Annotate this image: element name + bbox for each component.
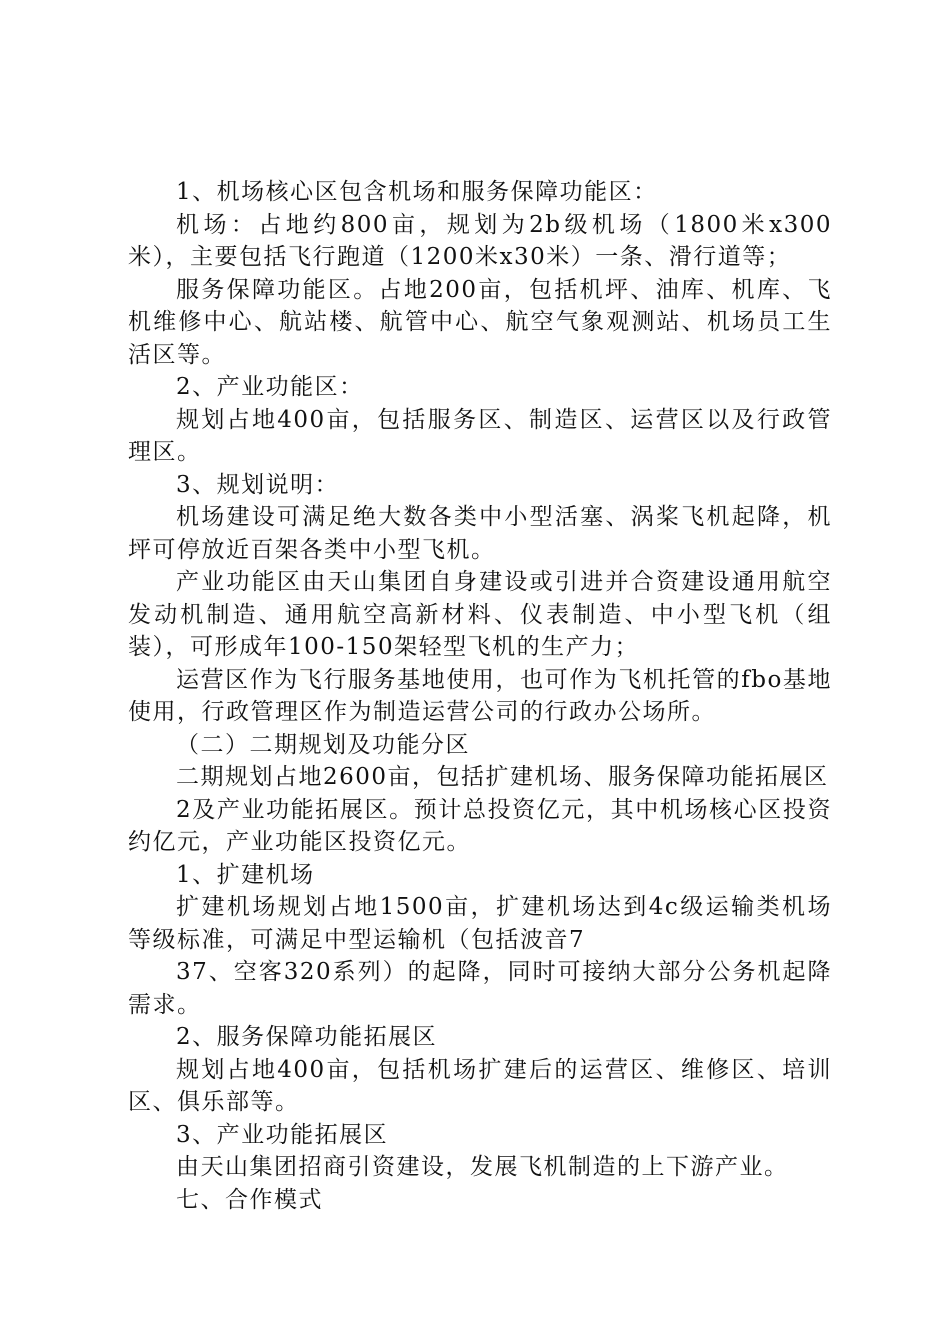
paragraph-industry-area: 规划占地400亩，包括服务区、制造区、运营区以及行政管理区。: [128, 406, 832, 465]
paragraph-service-expand-heading: 2、服务保障功能拓展区: [176, 1024, 438, 1050]
paragraph-expand-airport: 扩建机场规划占地1500亩，扩建机场达到4c级运输类机场等级标准，可满足中型运输机（包括波音7: [128, 894, 832, 953]
paragraph-industry-production: 产业功能区由天山集团自身建设或引进并合资建设通用航空发动机制造、通用航空高新材料、仪表制造、中小型飞机（组装），可形成年100-150架轻型飞机的生产力；: [128, 569, 832, 660]
paragraph-phase-two-heading: （二）二期规划及功能分区: [176, 731, 470, 758]
paragraph-planning-note-heading: 3、规划说明：: [176, 471, 340, 498]
paragraph-airport-core-heading: 1、机场核心区包含机场和服务保障功能区：: [176, 179, 658, 205]
paragraph-service-area: 服务保障功能区。占地200亩，包括机坪、油库、机库、飞机维修中心、航站楼、航管中心、航空气象观测站、机场员工生活区等。: [128, 276, 832, 368]
paragraph-phase-two-investment: 2及产业功能拓展区。预计总投资亿元，其中机场核心区投资约亿元，产业功能区投资亿元。: [128, 796, 832, 855]
document-body: [128, 176, 832, 1216]
paragraph-airport: 机场：占地约800亩，规划为2b级机场（1800米x300米），主要包括飞行跑道（1200米x30米）一条、滑行道等；: [128, 211, 832, 270]
paragraph-airport-capacity: 机场建设可满足绝大数各类中小型活塞、涡桨飞机起降，机坪可停放近百架各类中小型飞机。: [128, 504, 832, 563]
paragraph-industry-expand-heading: 3、产业功能拓展区: [176, 1121, 389, 1148]
paragraph-phase-two-area: 二期规划占地2600亩，包括扩建机场、服务保障功能拓展区: [176, 764, 829, 790]
paragraph-industry-heading: 2、产业功能区：: [176, 374, 364, 400]
paragraph-service-expand: 规划占地400亩，包括机场扩建后的运营区、维修区、培训区、俱乐部等。: [128, 1056, 832, 1115]
paragraph-cooperation-heading: 七、合作模式: [176, 1186, 323, 1213]
paragraph-industry-expand: 由天山集团招商引资建设，发展飞机制造的上下游产业。: [176, 1154, 789, 1180]
paragraph-expand-airport-heading: 1、扩建机场: [176, 861, 315, 888]
paragraph-expand-airport-cont: 37、空客320系列）的起降，同时可接纳大部分公务机起降需求。: [128, 959, 832, 1018]
paragraph-operations-area: 运营区作为飞行服务基地使用，也可作为飞机托管的fbo基地使用，行政管理区作为制造运营公司的行政办公场所。: [128, 666, 832, 725]
